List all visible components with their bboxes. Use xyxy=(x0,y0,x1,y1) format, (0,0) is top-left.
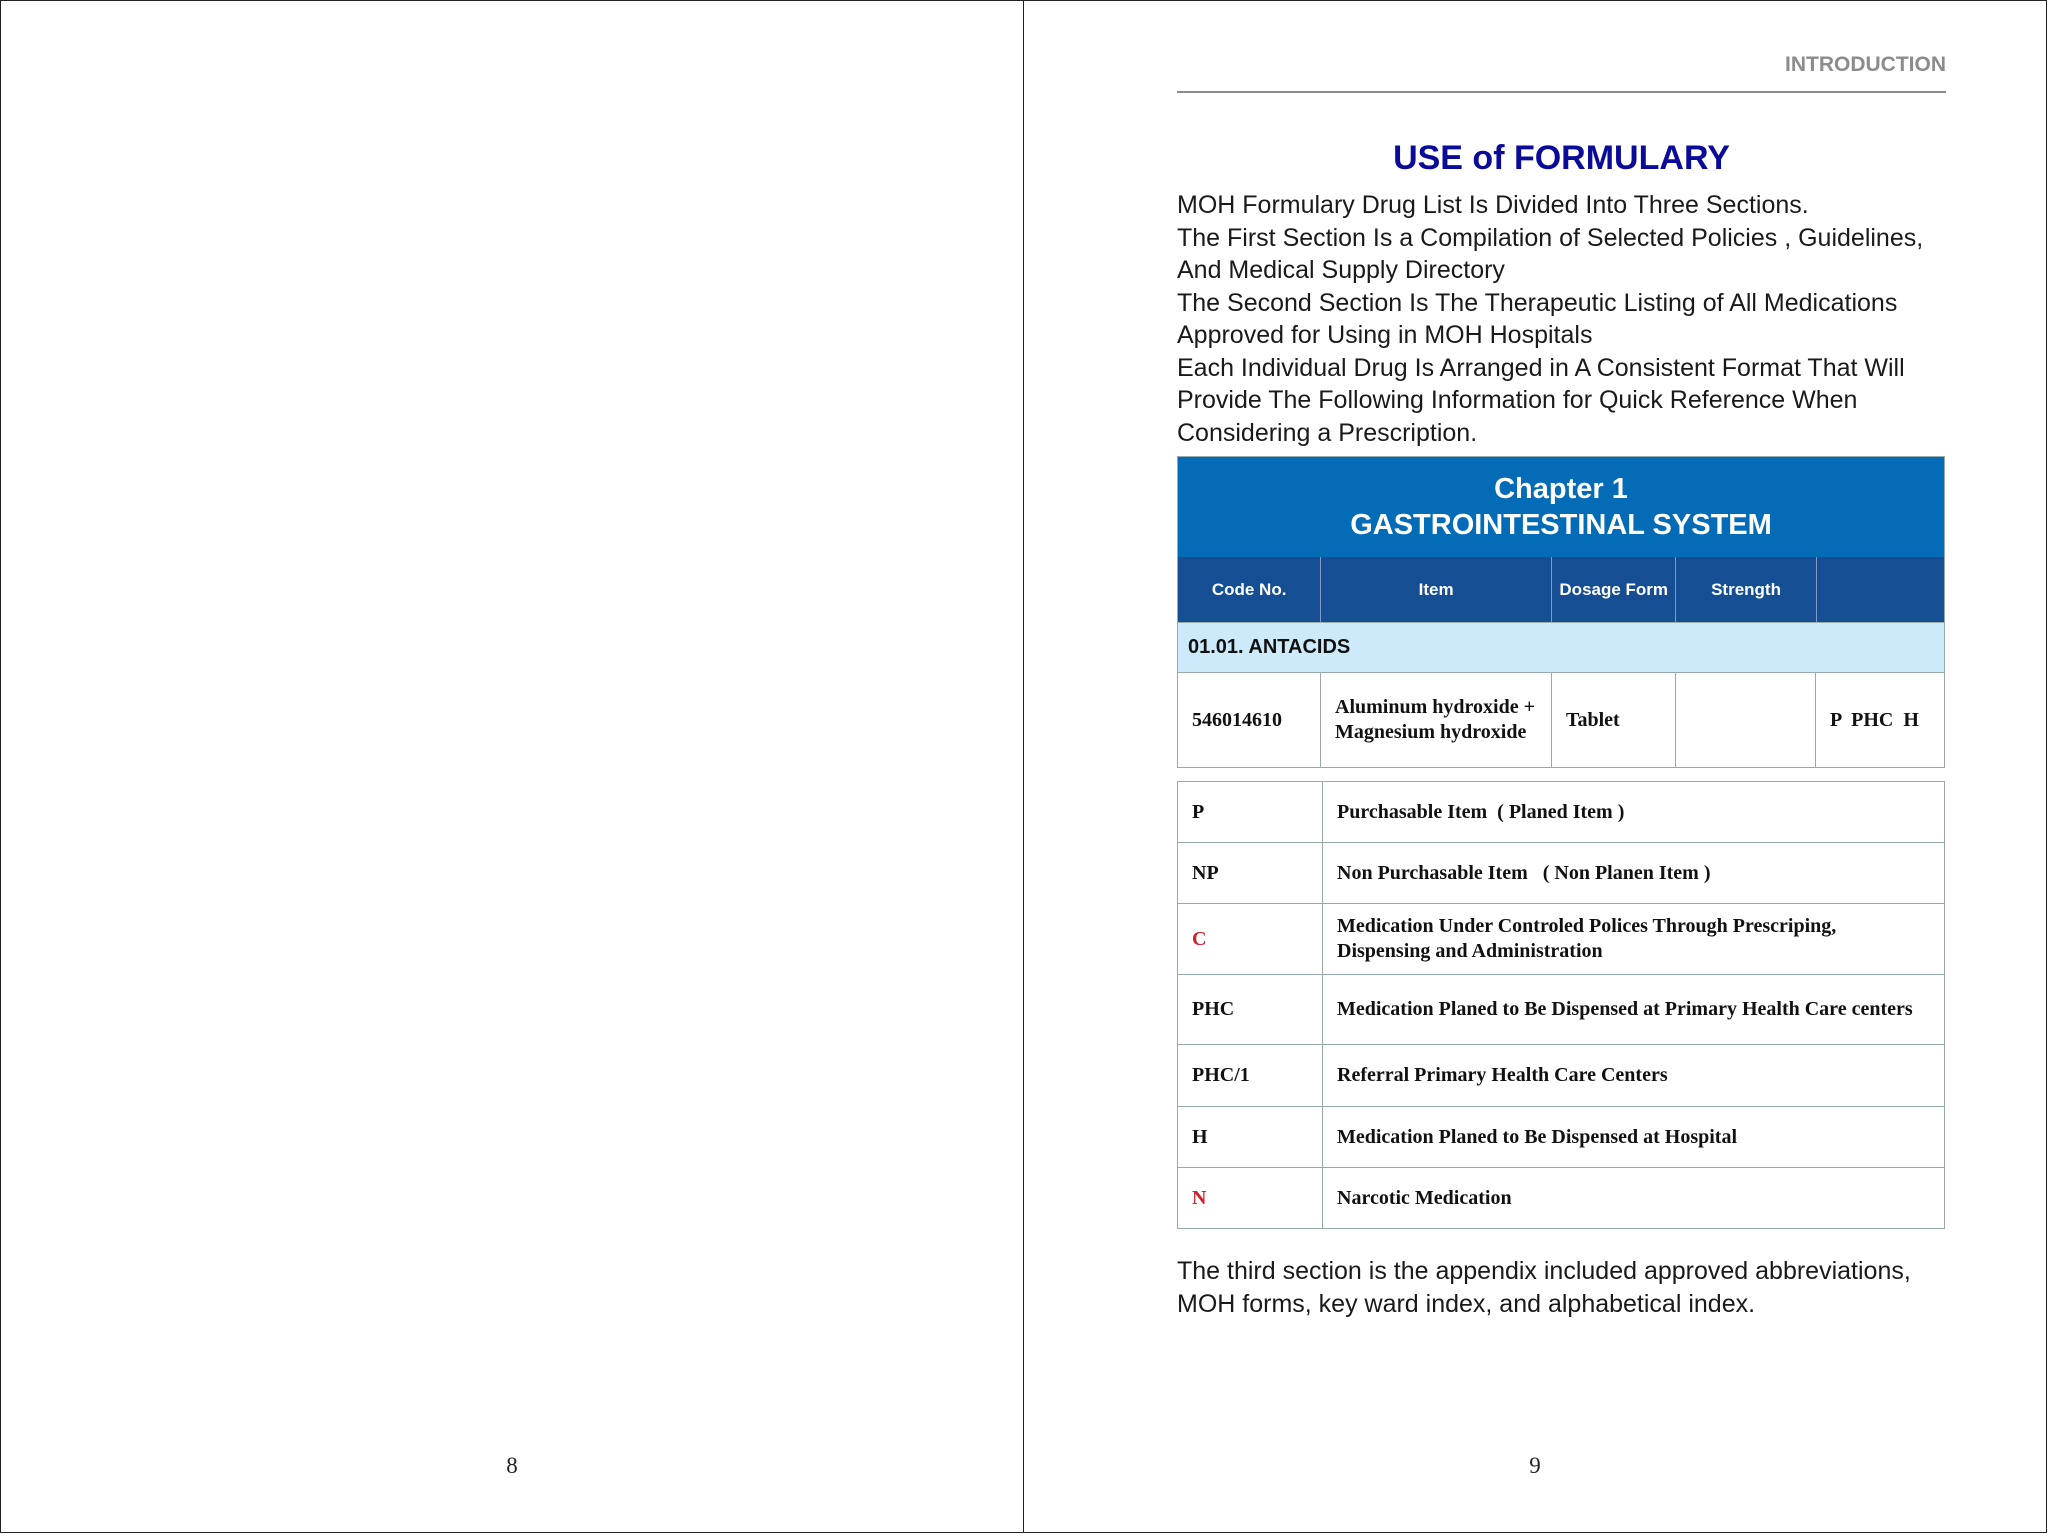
legend-description: Medication Planed to Be Dispensed at Hospital xyxy=(1323,1107,1945,1168)
chapter-example-table xyxy=(1177,456,1945,768)
column-header-strength: Strength xyxy=(1676,557,1816,622)
column-header-dosage-form: Dosage Form xyxy=(1552,557,1676,622)
section-heading: 01.01. ANTACIDS xyxy=(1178,622,1944,672)
page-title: USE of FORMULARY xyxy=(1393,139,1730,177)
intro-line: Approved for Using in MOH Hospitals xyxy=(1177,321,1593,349)
cell-flags: P PHC H xyxy=(1830,708,1919,731)
legend-description: Referral Primary Health Care Centers xyxy=(1323,1045,1945,1107)
left-page xyxy=(0,0,1024,1533)
cell-strength xyxy=(1676,673,1816,767)
table-row xyxy=(1178,672,1944,767)
legend-code: PHC xyxy=(1178,975,1323,1045)
chapter-title: GASTROINTESTINAL SYSTEM xyxy=(1350,509,1772,541)
intro-line: MOH Formulary Drug List Is Divided Into Three Sections. xyxy=(1177,191,1809,219)
legend-code: PHC/1 xyxy=(1178,1045,1323,1107)
column-header-item: Item xyxy=(1321,557,1552,622)
chapter-header xyxy=(1178,457,1944,557)
legend-table xyxy=(1177,781,1945,1229)
intro-paragraph xyxy=(1177,189,1957,449)
intro-line: Provide The Following Information for Quick Reference When xyxy=(1177,386,1858,414)
column-header-flags xyxy=(1817,557,1944,622)
legend-row xyxy=(1178,1045,1945,1107)
right-page xyxy=(1023,0,2047,1533)
closing-paragraph xyxy=(1177,1255,1957,1320)
header-rule xyxy=(1177,91,1946,93)
cell-code: 546014610 xyxy=(1178,673,1321,767)
intro-line: The First Section Is a Compilation of Selected Policies , Guidelines, xyxy=(1177,223,1924,252)
legend-row xyxy=(1178,975,1945,1045)
intro-line: And Medical Supply Directory xyxy=(1177,256,1505,284)
legend-row xyxy=(1178,843,1945,904)
legend-row xyxy=(1178,1168,1945,1229)
column-header-code: Code No. xyxy=(1178,557,1321,622)
intro-line: Considering a Prescription. xyxy=(1177,418,1478,447)
legend-description: Purchasable Item ( Planed Item ) xyxy=(1323,782,1945,843)
column-headers xyxy=(1178,557,1944,622)
chapter-number: Chapter 1 xyxy=(1494,473,1628,505)
running-head: INTRODUCTION xyxy=(1785,53,1946,76)
legend-code: C xyxy=(1178,904,1323,975)
legend-description: Medication Planed to Be Dispensed at Primary Health Care centers xyxy=(1323,975,1945,1045)
outro-line: The third section is the appendix included approved abbreviations, xyxy=(1177,1257,1911,1285)
legend-code: N xyxy=(1178,1168,1323,1229)
legend-row xyxy=(1178,782,1945,843)
outro-line: MOH forms, key ward index, and alphabetical index. xyxy=(1177,1289,1756,1318)
legend-description: Non Purchasable Item ( Non Planen Item ) xyxy=(1323,843,1945,904)
legend-description: Medication Under Controled Polices Through Prescriping, Dispensing and Administration xyxy=(1323,904,1945,975)
legend-code: NP xyxy=(1178,843,1323,904)
legend-description: Narcotic Medication xyxy=(1323,1168,1945,1229)
cell-item: Aluminum hydroxide + Magnesium hydroxide xyxy=(1321,673,1552,767)
intro-line: The Second Section Is The Therapeutic Listing of All Medications xyxy=(1177,288,1898,317)
page-number-left: 8 xyxy=(506,1453,518,1478)
legend-row xyxy=(1178,1107,1945,1168)
cell-dosage-form: Tablet xyxy=(1552,673,1676,767)
legend-row xyxy=(1178,904,1945,975)
intro-line: Each Individual Drug Is Arranged in A Consistent Format That Will xyxy=(1177,353,1905,382)
legend-code: H xyxy=(1178,1107,1323,1168)
page-number-right: 9 xyxy=(1529,1453,1541,1478)
legend-code: P xyxy=(1178,782,1323,843)
